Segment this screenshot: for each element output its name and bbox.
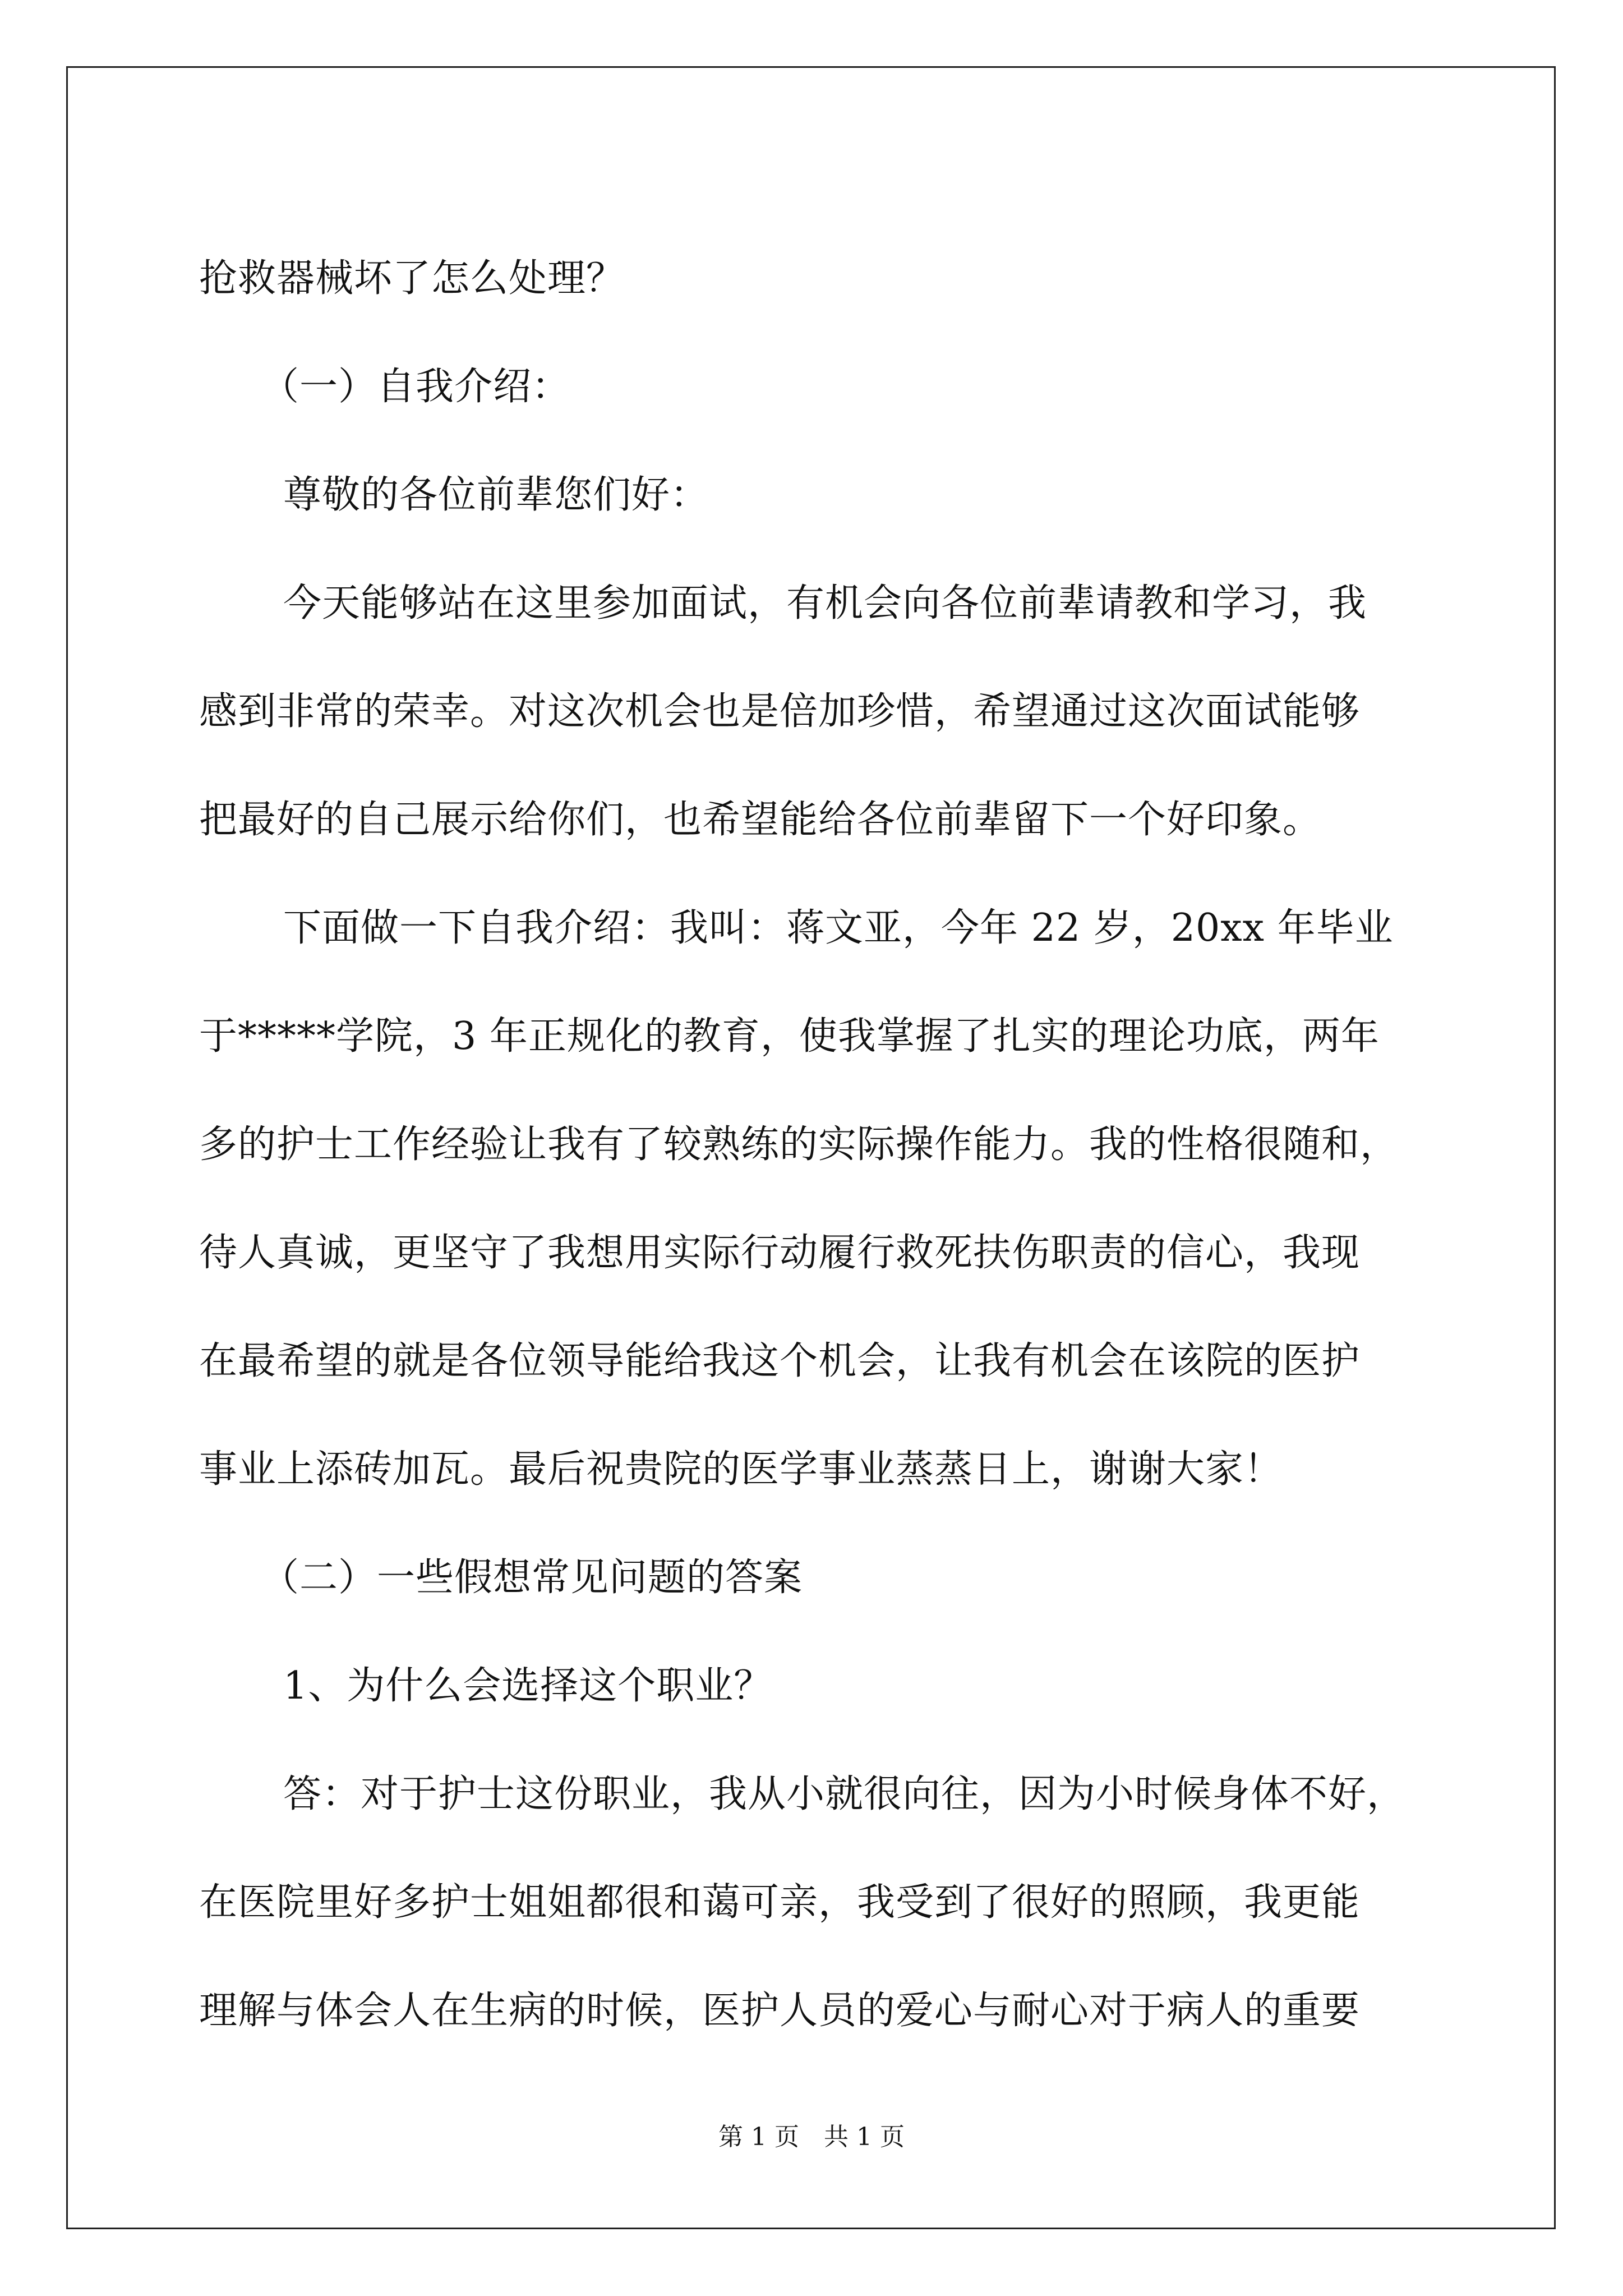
text-line-15: 答：对于护士这份职业，我从小就很向往，因为小时候身体不好，: [283, 1772, 1406, 1816]
text-line-3: 尊敬的各位前辈您们好：: [283, 473, 709, 517]
text-line-11: 在最希望的就是各位领导能给我这个机会，让我有机会在该院的医护: [199, 1339, 1361, 1383]
text-line-14: 1、为什么会选择这个职业？: [283, 1664, 773, 1708]
document-body: [199, 224, 1433, 2065]
text-line-8: 于*****学院，3 年正规化的教育，使我掌握了扎实的理论功底，两年: [199, 1014, 1380, 1059]
section-heading-faq: （二）一些假想常见问题的答案: [261, 1556, 803, 1600]
text-line-1: 抢救器械坏了怎么处理？: [199, 256, 625, 301]
text-line-6: 把最好的自己展示给你们，也希望能给各位前辈留下一个好印象。: [199, 798, 1322, 842]
text-line-9: 多的护士工作经验让我有了较熟练的实际操作能力。我的性格很随和，: [199, 1122, 1399, 1167]
page-number-footer: 第 1 页 共 1 页: [718, 2123, 905, 2151]
section-heading-self-intro: （一）自我介绍：: [261, 365, 571, 409]
text-line-12: 事业上添砖加瓦。最后祝贵院的医学事业蒸蒸日上，谢谢大家！: [199, 1447, 1283, 1492]
text-line-4: 今天能够站在这里参加面试，有机会向各位前辈请教和学习，我: [283, 581, 1367, 625]
text-line-16: 在医院里好多护士姐姐都很和蔼可亲，我受到了很好的照顾，我更能: [199, 1880, 1361, 1925]
text-line-10: 待人真诚，更坚守了我想用实际行动履行救死扶伤职责的信心，我现: [199, 1231, 1361, 1275]
text-line-17: 理解与体会人在生病的时候，医护人员的爱心与耐心对于病人的重要: [199, 1989, 1361, 2033]
text-line-7: 下面做一下自我介绍：我叫：蒋文亚，今年 22 岁，20xx 年毕业: [283, 906, 1394, 950]
text-line-5: 感到非常的荣幸。对这次机会也是倍加珍惜，希望通过这次面试能够: [199, 689, 1361, 734]
